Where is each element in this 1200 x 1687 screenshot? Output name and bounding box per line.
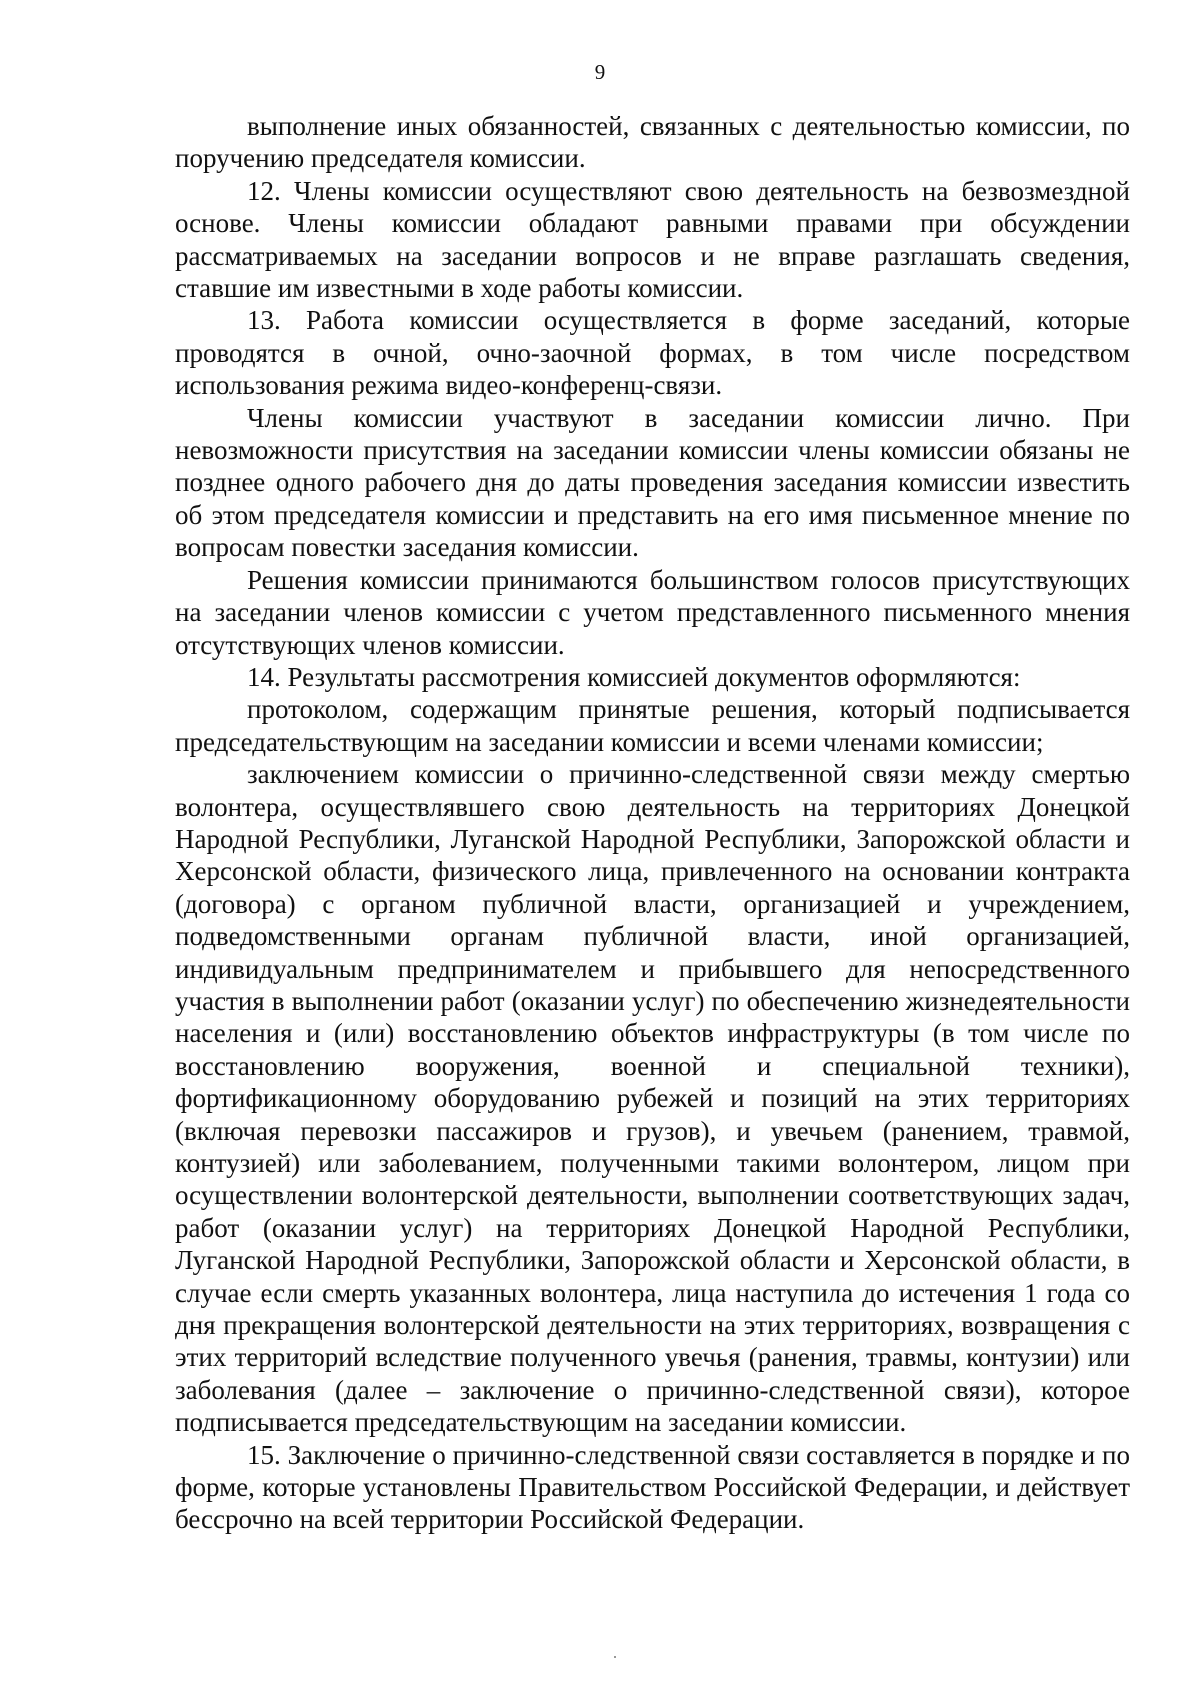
page-number: 9 [594,60,606,84]
paragraph-item-15: 15. Заключение о причинно-следственной связи составляется в порядке и по форме, которые установлены Правительством Российской Федерации, и действует бессрочно на всей территории Российской Федерации. [175,1439,1130,1535]
document-body [175,110,1130,1536]
paragraph-continuation: выполнение иных обязанностей, связанных с деятельностью комиссии, по поручению председателя комиссии. [175,111,1130,174]
paragraph-protocol: протоколом, содержащим принятые решения, который подписывается председательствующим на заседании комиссии и всеми членами комиссии; [175,694,1130,757]
paragraph-members-participation: Члены комиссии участвуют в заседании комиссии лично. При невозможности присутствия на заседании комиссии члены комиссии обязаны не позднее одного рабочего дня до даты проведения заседания комиссии известить об этом председателя комиссии и представить на его имя письменное мнение по вопросам повестки заседания комиссии. [175,402,1130,563]
paragraph-item-14: 14. Результаты рассмотрения комиссией документов оформляются: [247,661,1021,692]
paragraph-causal-conclusion: заключением комиссии о причинно-следственной связи между смертью волонтера, осуществлявшего свою деятельность на территориях Донецкой Народной Республики, Луганской Народной Республики, Запорожской области и Херсонской области, физического лица, привлеченного на основании контракта (договора) с органом публичной власти, организацией и учреждением, подведомственными органам публичной власти, иной организацией, индивидуальным предпринимателем и прибывшего для непосредственного участия в выполнении работ (оказании услуг) по обеспечению жизнедеятельности населения и (или) восстановлению объектов инфраструктуры (в том числе по восстановлению вооружения, военной и специальной техники), фортификационному оборудованию рубежей и позиций на этих территориях (включая перевозки пассажиров и грузов), и увечьем (ранением, травмой, контузией) или заболеванием, полученными такими волонтером, лицом при осуществлении волонтерской деятельности, выполнении соответствующих задач, работ (оказании услуг) на территориях Донецкой Народной Республики, Луганской Народной Республики, Запорожской области и Херсонской области, в случае если смерть указанных волонтера, лица наступила до истечения 1 года со дня прекращения волонтерской деятельности на этих территориях, возвращения с этих территорий вследствие полученного увечья (ранения, травмы, контузии) или заболевания (далее – заключение о причинно-следственной связи), которое подписывается председательствующим на заседании комиссии. [175,759,1130,1438]
paragraph-decisions: Решения комиссии принимаются большинством голосов присутствующих на заседании членов комиссии с учетом представленного письменного мнения отсутствующих членов комиссии. [175,564,1130,660]
paragraph-item-13: 13. Работа комиссии осуществляется в форме заседаний, которые проводятся в очной, очно-заочной формах, в том числе посредством использования режима видео-конференц-связи. [175,305,1130,401]
scan-dot [614,1656,616,1658]
paragraph-item-12: 12. Члены комиссии осуществляют свою деятельность на безвозмездной основе. Члены комиссии обладают равными правами при обсуждении рассматриваемых на заседании вопросов и не вправе разглашать сведения, ставшие им известными в ходе работы комиссии. [175,175,1130,304]
